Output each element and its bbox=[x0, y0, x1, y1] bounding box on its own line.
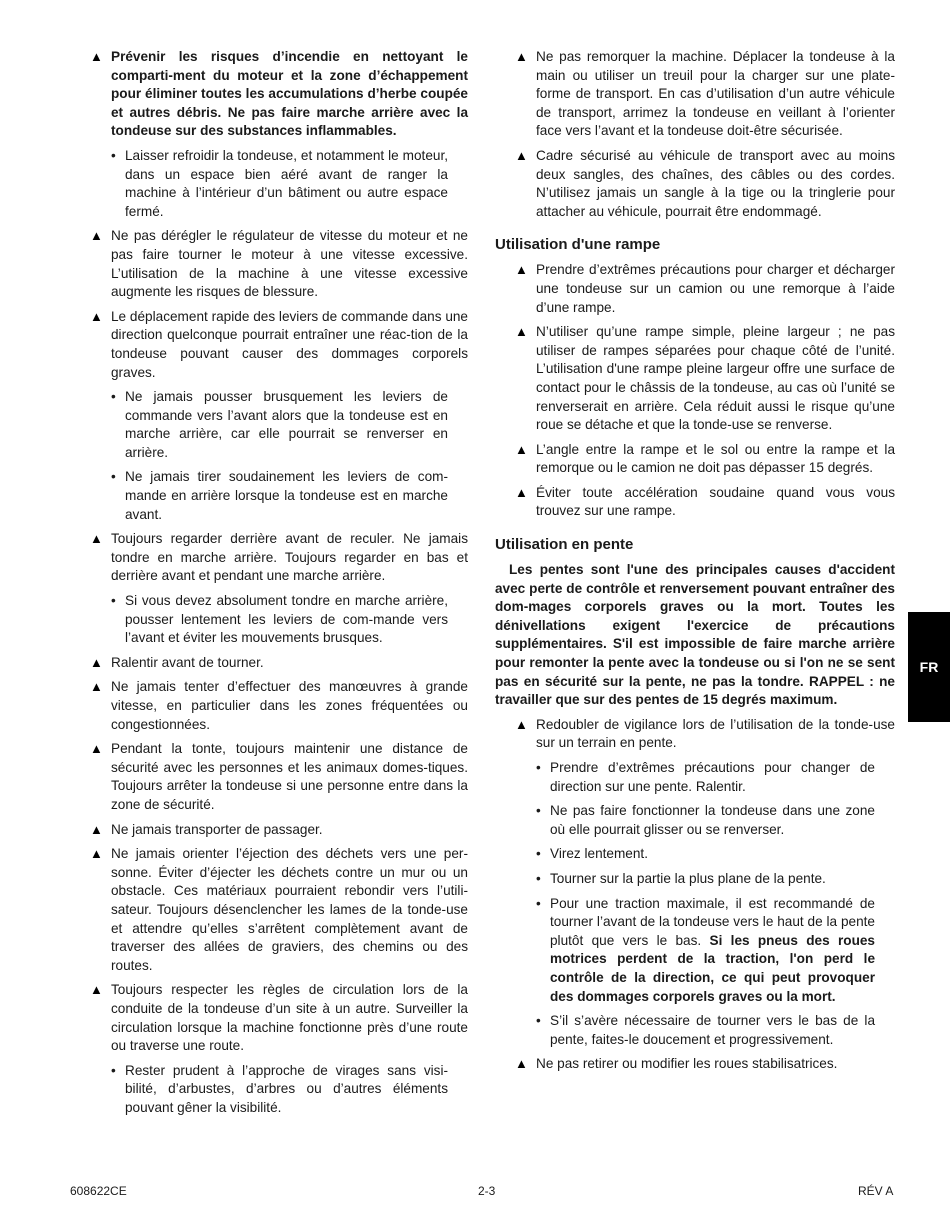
warning-triangle-icon: ▲ bbox=[515, 441, 528, 457]
warning-item: ▲ Cadre sécurisé au véhicule de transport avec au moins deux sangles, des chaînes, des câbles ou des cordes. N’utilisez jamais un sangle à la tige ou la tringlerie pour attacher au véhicule, pourrait être endommagé. bbox=[515, 147, 895, 221]
bullet-icon: • bbox=[111, 1062, 116, 1078]
bullet-icon: • bbox=[536, 870, 541, 886]
warning-triangle-icon: ▲ bbox=[90, 531, 103, 547]
warning-item: ▲ Prendre d’extrêmes précautions pour charger et décharger une tondeuse sur un camion ou une remorque à l’aide d’une rampe. bbox=[515, 261, 895, 317]
warning-triangle-icon: ▲ bbox=[90, 49, 103, 64]
slope-intro-paragraph: Les pentes sont l'une des principales causes d'accident avec perte de contrôle et renversement pouvant entraîner des dom-mages corporels graves ou la mort. Toutes les dénivellations exigent l'exercice de précautions supplémentaires. S'il est impossible de faire marche arrière pour remonter la pente avec la tondeuse ou si l'on ne se sent pas en sécurité sur la pente, ne pas la tondre. RAPPEL : ne travailler que sur des pentes de 15 degrés maximum. bbox=[495, 562, 895, 708]
left-column bbox=[90, 48, 468, 1123]
bullet-icon: • bbox=[536, 760, 541, 775]
footer-page-number: 2-3 bbox=[478, 1184, 496, 1198]
warning-triangle-icon: ▲ bbox=[515, 716, 528, 732]
warning-triangle-icon: ▲ bbox=[515, 324, 528, 340]
warning-triangle-icon: ▲ bbox=[90, 982, 103, 998]
bullet-item: • Ne jamais pousser brusquement les leviers de commande vers l’avant alors que la tondeuse est en marche arrière, car elle pourrait se renverser en arrière. bbox=[111, 388, 448, 462]
warning-triangle-icon: ▲ bbox=[90, 741, 103, 757]
section-heading-rampe: Utilisation d'une rampe bbox=[495, 236, 661, 254]
bullet-item: • Ne jamais tirer soudainement les leviers de com-mande en arrière lorsque la tondeuse est en marche avant. bbox=[111, 468, 448, 524]
warning-item: ▲ Ne jamais tenter d’effectuer des manœuvres à grande vitesse, en particulier dans les zones fréquentées ou congestionnées. bbox=[90, 678, 468, 734]
warning-item: ▲ Toujours regarder derrière avant de reculer. Ne jamais tondre en marche arrière. Toujours regarder en bas et derrière avant et pendant une marche arrière. bbox=[90, 530, 468, 586]
bullet-icon: • bbox=[536, 846, 541, 862]
warning-item: ▲ Ne jamais orienter l’éjection des déchets vers une per-sonne. Éviter d’éjecter les déchets contre un mur ou un obstacle. Ces matériaux pourraient rebondir vers l’utili-sateur. Toujours désenclencher les lames de la tonde-use et attendre qu’elles s’arrêtent complètement avant de traverser des allées de graviers, des chemins ou des routes. bbox=[90, 845, 468, 975]
bullet-item: • Virez lentement. bbox=[536, 845, 875, 864]
bullet-icon: • bbox=[536, 803, 541, 819]
footer-doc-number: 608622CE bbox=[70, 1184, 127, 1198]
warning-item: ▲ Prévenir les risques d’incendie en nettoyant le comparti-ment du moteur et la zone d’échappement pour éliminer toutes les accumulations d’herbe coupée et autres débris. Ne pas faire marche arrière avec la tondeuse sur des substances inflammables. bbox=[90, 48, 468, 141]
warning-item: ▲ Ne pas remorquer la machine. Déplacer la tondeuse à la main ou utiliser un treuil pour la charger sur une plate-forme de transport. En cas d’utilisation d’un autre véhicule de transport, arrimez la tondeuse en veillant à l’orienter face vers l’avant et la tondeuse doit-être sécurisée. bbox=[515, 48, 895, 141]
bullet-icon: • bbox=[111, 593, 116, 609]
bullet-item: • Prendre d’extrêmes précautions pour changer de direction sur une pente. Ralentir. bbox=[536, 759, 875, 796]
warning-triangle-icon: ▲ bbox=[515, 49, 528, 64]
bullet-icon: • bbox=[111, 469, 116, 485]
warning-item: ▲ Le déplacement rapide des leviers de commande dans une direction quelconque pourrait entraîner une réac-tion de la tondeuse pouvant causer des dommages corporels graves. bbox=[90, 308, 468, 382]
warning-item: ▲ Redoubler de vigilance lors de l’utilisation de la tonde-use sur un terrain en pente. bbox=[515, 716, 895, 753]
bullet-icon: • bbox=[536, 895, 541, 911]
bullet-icon: • bbox=[111, 147, 116, 163]
warning-item: ▲ Ne jamais transporter de passager. bbox=[90, 821, 468, 840]
warning-item: ▲ N’utiliser qu’une rampe simple, pleine largeur ; ne pas utiliser de rampes séparées pour chaque côté de l’unité. L’utilisation d'une rampe pleine largeur offre une surface de contact pour le châssis de la tondeuse, au cas où l’unité se renverserait en arrière. Cela réduit aussi le risque qu’une roue se détache et que la tonde-use se renverse. bbox=[515, 323, 895, 435]
warning-triangle-icon: ▲ bbox=[515, 484, 528, 500]
bullet-item: • Tourner sur la partie la plus plane de la pente. bbox=[536, 870, 875, 889]
bullet-item: • Pour une traction maximale, il est recommandé de tourner l’avant de la tondeuse vers le haut de la pente plutôt que vers le bas. Si les pneus des roues motrices perdent de la traction, l'on perd le contrôle de la direction, ce qui peut provoquer des dommages corporels graves ou la mort. bbox=[536, 895, 875, 1007]
warning-triangle-icon: ▲ bbox=[515, 262, 528, 278]
footer-revision: RÉV A bbox=[858, 1184, 894, 1198]
bullet-item: • Ne pas faire fonctionner la tondeuse dans une zone où elle pourrait glisser ou se renverser. bbox=[536, 802, 875, 839]
language-tab: FR bbox=[908, 612, 950, 722]
section-heading-pente: Utilisation en pente bbox=[495, 536, 634, 554]
warning-item: ▲ Pendant la tonte, toujours maintenir une distance de sécurité avec les personnes et les animaux domes-tiques. Toujours arrêter la tondeuse si une personne entre dans la zone de sécurité. bbox=[90, 740, 468, 814]
bullet-item: • S’il s’avère nécessaire de tourner vers le bas de la pente, faites-le doucement et progressivement. bbox=[536, 1012, 875, 1049]
warning-item: ▲ Éviter toute accélération soudaine quand vous vous trouvez sur une rampe. bbox=[515, 484, 895, 521]
warning-item: ▲ Ne pas retirer ou modifier les roues stabilisatrices. bbox=[515, 1055, 895, 1074]
warning-item: ▲ L’angle entre la rampe et le sol ou entre la rampe et la remorque ou le camion ne doit pas dépasser 15 degrés. bbox=[515, 441, 895, 478]
warning-triangle-icon: ▲ bbox=[90, 821, 103, 837]
warning-item: ▲ Ralentir avant de tourner. bbox=[90, 654, 468, 673]
bullet-icon: • bbox=[111, 389, 116, 405]
right-column bbox=[495, 48, 895, 1080]
bullet-item: • Rester prudent à l’approche de virages sans visi-bilité, d’arbustes, d’arbres ou d’autres éléments pouvant gêner la visibilité. bbox=[111, 1062, 448, 1118]
bullet-item: • Si vous devez absolument tondre en marche arrière, pousser lentement les leviers de com-mande vers l’avant et éviter les mouvements brusques. bbox=[111, 592, 448, 648]
warning-triangle-icon: ▲ bbox=[515, 1056, 528, 1072]
warning-item: ▲ Toujours respecter les règles de circulation lors de la conduite de la tondeuse d’un site à un autre. Surveiller la circulation lorsque la machine fonctionne près d’une route ou traverse une route. bbox=[90, 981, 468, 1055]
warning-triangle-icon: ▲ bbox=[90, 654, 103, 670]
bullet-item: • Laisser refroidir la tondeuse, et notamment le moteur, dans un espace bien aéré avant de ranger la machine à l’intérieur d’un bâtiment ou autre espace fermé. bbox=[111, 147, 448, 221]
warning-item: ▲ Ne pas dérégler le régulateur de vitesse du moteur et ne pas faire tourner le moteur à une vitesse excessive. L’utilisation de la machine à une vitesse excessive augmente les risques de blessure. bbox=[90, 227, 468, 301]
warning-triangle-icon: ▲ bbox=[515, 147, 528, 163]
warning-triangle-icon: ▲ bbox=[90, 228, 103, 244]
warning-triangle-icon: ▲ bbox=[90, 679, 103, 695]
warning-triangle-icon: ▲ bbox=[90, 846, 103, 862]
warning-triangle-icon: ▲ bbox=[90, 308, 103, 324]
bullet-icon: • bbox=[536, 1013, 541, 1029]
